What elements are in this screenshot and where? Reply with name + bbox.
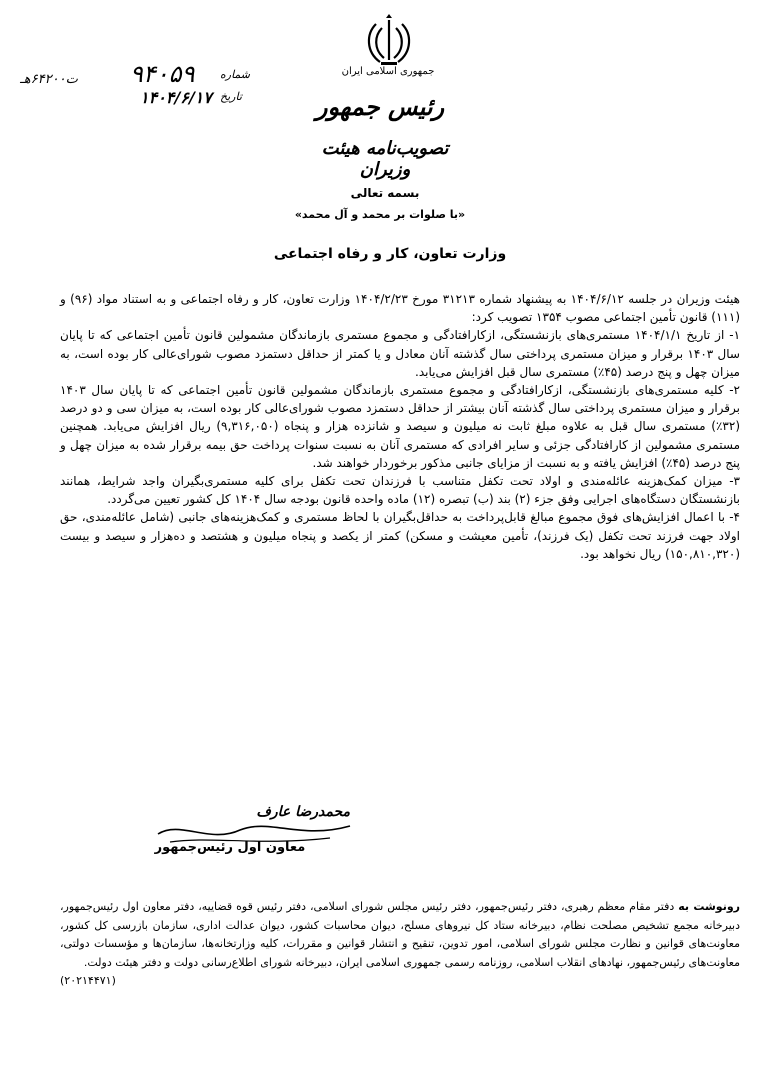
- basmala: بسمه تعالی: [350, 186, 420, 200]
- emblem-caption: جمهوری اسلامی ایران: [341, 66, 435, 77]
- letter-metadata: [20, 60, 251, 110]
- body-paragraph: ۲- کلیه مستمری‌های بازنشستگی، ازکارافتادگی و مجموع مستمری بازماندگان مشمولین قانون تأمین اجتماعی که تا پایان سال ۱۴۰۳ برقرار و میزان مستمری پرداختی سال گذشته آنان بیشتر از حداقل دستمزد مصوب شورای‌عالی کار بوده است، به میزان سی و دو درصد (۳۲٪) مستمری سال قبل به علاوه مبلغ ثابت نه میلیون و سیصد و شانزده هزار و پنجاه (۹,۳۱۶,۰۵۰) ریال افزایش می‌یابد. همچنین مستمری مشمولین از کارافتادگی جزئی و سایر افرادی که مستمری آنان به نسبت سنوات پرداخت حق بیمه برقرار شده به میزان چهل و پنج درصد (۴۵٪) افزایش یافته و به نسبت از مزایای جانبی مذکور برخوردار خواهند شد.: [60, 383, 740, 470]
- reference-code: ت۶۴۲۰۰هـ: [20, 72, 78, 87]
- body-paragraph: هیئت وزیران در جلسه ۱۴۰۴/۶/۱۲ به پیشنهاد شماره ۳۱۲۱۳ مورخ ۱۴۰۴/۲/۲۳ وزارت تعاون، کار و رفاه اجتماعی و به استناد مواد (۹۶) و (۱۱۱) قانون تأمین اجتماعی مصوب ۱۳۵۴ تصویب کرد:: [60, 292, 740, 325]
- office-title: رئیس جمهور: [315, 92, 445, 121]
- letter-date: ۱۴۰۴/۶/۱۷: [140, 88, 212, 107]
- signatory-name: محمدرضا عارف: [256, 804, 350, 820]
- letter-number: ۹۴۰۵۹: [130, 60, 195, 88]
- signatory-title: معاون اول رئیس‌جمهور: [154, 840, 306, 855]
- iran-emblem-icon: [364, 14, 414, 68]
- decree-title: تصویب‌نامه هیئت وزیران: [321, 138, 449, 180]
- number-label: شماره: [220, 68, 251, 81]
- copies-recipients: دفتر مقام معظم رهبری، دفتر رئیس‌جمهور، دفتر رئیس مجلس شورای اسلامی، دفتر رئیس قوه قضاییه، دفتر معاون اول رئیس‌جمهور، دبیرخانه مجمع تشخیص مصلحت نظام، دبیرخانه ستاد کل نیروهای مسلح، دیوان محاسبات کشور، دیوان عدالت اداری، سازمان بازرسی کل کشور، معاونت‌های قوانین و نظارت مجلس شورای اسلامی، امور تدوین، تنقیح و انتشار قوانین و مقررات، کلیه وزارتخانه‌ها، سازمان‌ها و مؤسسات دولتی، معاونت‌های رئیس‌جمهور، نهادهای انقلاب اسلامی، روزنامه رسمی جمهوری اسلامی ایران، دبیرخانه شورای اطلاع‌رسانی دولت و دفتر هیئت دولت.: [60, 900, 740, 969]
- decree-body: [60, 290, 740, 563]
- salavat: «با صلوات بر محمد و آل محمد»: [294, 208, 466, 221]
- date-label: تاریخ: [220, 90, 242, 103]
- body-paragraph: ۳- میزان کمک‌هزینه عائله‌مندی و اولاد تحت تکفل متناسب با فرزندان تحت تکفل برای کلیه مستمری‌بگیران واجد شرایط، همانند بازنشستگان دستگاه‌های اجرایی وفق جزء (۲) بند (ب) تبصره (۱۲) ماده واحده قانون بودجه سال ۱۴۰۴ کل کشور تعیین می‌گردد.: [60, 474, 740, 507]
- addressee: وزارت تعاون، کار و رفاه اجتماعی: [273, 246, 507, 262]
- document-code: (۲۰۲۱۴۴۷۱): [60, 974, 116, 987]
- body-paragraph: ۱- از تاریخ ۱۴۰۴/۱/۱ مستمری‌های بازنشستگی، ازکارافتادگی و مجموع مستمری بازماندگان مشمولین قانون تأمین اجتماعی که تا پایان سال ۱۴۰۳ برقرار و میزان مستمری پرداختی سال گذشته آنان معادل و یا کمتر از حداقل دستمزد مصوب شورای‌عالی کار بوده است، به میزان چهل و پنج درصد (۴۵٪) مستمری سال قبل افزایش می‌یابد.: [60, 328, 741, 379]
- copies-label: رونوشت به: [678, 900, 740, 913]
- body-paragraph: ۴- با اعمال افزایش‌های فوق مجموع مبالغ قابل‌پرداخت به حداقل‌بگیران با لحاظ مستمری و کمک‌هزینه‌های جانبی (شامل عائله‌مندی، حق اولاد جهت فرزند تحت تکفل (یک فرزند)، تأمین معیشت و مسکن) کمتر از یکصد و پنجاه میلیون و هشتصد و ده‌هزار و سیصد و بیست (۱۵۰,۸۱۰,۳۲۰) ریال نخواهد بود.: [60, 510, 740, 561]
- copies-section: [60, 898, 740, 991]
